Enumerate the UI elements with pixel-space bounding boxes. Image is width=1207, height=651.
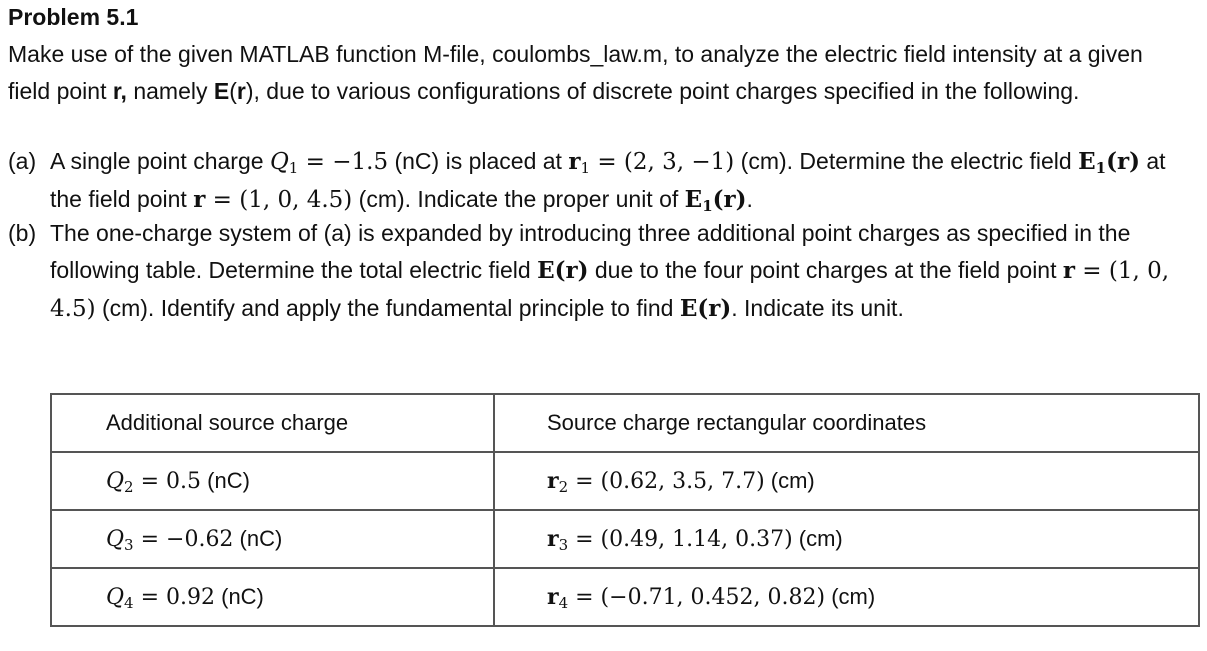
field-point-value-b: = (1, 0, 4.5) — [50, 258, 1170, 322]
intro-text-2: namely — [126, 78, 214, 104]
total-field-symbol-2: E(r) — [679, 295, 732, 322]
charge-value: = 0.5 — [133, 469, 202, 494]
field-e1-subscript: 1 — [1095, 159, 1107, 177]
intro-text-1: Make use of the given MATLAB function M-file, coulombs_law.m, to analyze the electric field intensity at a given field point — [8, 41, 1143, 104]
part-b-text-2: due to the four point charges at the field point — [588, 257, 1063, 283]
charge-cell — [51, 568, 494, 626]
part-a-text-6: . — [746, 186, 753, 212]
intro-text-3: ), due to various configurations of discrete point charges specified in the following. — [245, 78, 1080, 104]
charge-symbol: Q — [106, 527, 125, 552]
table-row — [51, 510, 1199, 568]
problem-intro — [8, 36, 1188, 110]
position-subscript: 2 — [558, 478, 569, 496]
header-coordinates: Source charge rectangular coordinates — [494, 394, 1199, 452]
position-symbol: r — [547, 584, 559, 610]
part-b-text-3: (cm). Identify and apply the fundamental principle to find — [95, 295, 680, 321]
charge-symbol: Q — [106, 469, 125, 494]
coordinates-cell — [494, 510, 1199, 568]
table-row — [51, 452, 1199, 510]
position-unit: (cm) — [764, 468, 815, 493]
charge-subscript: 1 — [288, 159, 299, 177]
position-value: = (0.62, 3.5, 7.7) — [568, 469, 765, 494]
charge-symbol: Q — [106, 585, 125, 610]
position-unit: (cm) — [825, 584, 876, 609]
field-e1-arg: (r) — [1106, 148, 1140, 175]
charge-cell — [51, 452, 494, 510]
charge-unit: (nC) — [215, 584, 264, 609]
charge-value: = 0.92 — [133, 585, 215, 610]
header-charge: Additional source charge — [51, 394, 494, 452]
total-field-symbol: E(r) — [537, 257, 589, 284]
intro-paren: ( — [229, 78, 237, 104]
position-subscript: 3 — [558, 536, 569, 554]
part-a-text — [50, 143, 1188, 219]
field-e1-symbol: E — [1078, 148, 1096, 175]
field-point-symbol: r, — [112, 78, 127, 104]
position-unit: (cm) — [792, 526, 843, 551]
part-a — [8, 143, 1188, 219]
field-e1-symbol-2: E — [684, 186, 703, 213]
part-b-text-4: . Indicate its unit. — [731, 295, 904, 321]
part-a-text-1: A single point charge — [50, 148, 270, 174]
charge-subscript: 3 — [124, 536, 134, 554]
part-a-text-3: (cm). Determine the electric field — [734, 148, 1079, 174]
problem-title: Problem 5.1 — [8, 4, 139, 30]
field-point-symbol-a: r — [193, 186, 206, 213]
charge-unit: (nC) — [201, 468, 250, 493]
charge-cell — [51, 510, 494, 568]
part-b-label: (b) — [8, 220, 37, 246]
part-a-label: (a) — [8, 148, 37, 174]
position-symbol: r — [568, 148, 581, 175]
coordinates-cell — [494, 568, 1199, 626]
charges-table — [50, 393, 1200, 627]
charge-symbol: Q — [269, 149, 289, 175]
part-a-text-5: (cm). Indicate the proper unit of — [352, 186, 685, 212]
charge-subscript: 4 — [124, 594, 134, 612]
part-b — [8, 215, 1188, 328]
position-value: = (0.49, 1.14, 0.37) — [568, 527, 793, 552]
charge-unit: (nC) — [233, 526, 283, 551]
part-a-text-4: at the field point — [50, 148, 1166, 212]
position-value: = (−0.71, 0.452, 0.82) — [568, 585, 826, 610]
field-arg-symbol: r — [236, 78, 246, 104]
part-a-text-2: (nC) is placed at — [388, 148, 569, 174]
position-value: = (2, 3, −1) — [590, 149, 735, 175]
coordinates-cell — [494, 452, 1199, 510]
field-e1-arg-2: (r) — [712, 186, 747, 213]
part-b-text — [50, 215, 1188, 328]
charge-subscript: 2 — [124, 478, 134, 496]
part-b-text-1: The one-charge system of (a) is expanded by introducing three additional point charges as specified in the following table. Determine the total electric field — [50, 220, 1131, 283]
table-row — [51, 568, 1199, 626]
table-header-row — [51, 394, 1199, 452]
position-subscript: 1 — [580, 159, 591, 177]
charge-value: = −1.5 — [298, 149, 389, 175]
field-symbol: E — [213, 78, 230, 104]
field-point-symbol-b: r — [1062, 257, 1075, 284]
position-symbol: r — [547, 468, 559, 494]
charge-value: = −0.62 — [133, 527, 234, 552]
field-point-value-a: = (1, 0, 4.5) — [205, 187, 353, 213]
field-e1-subscript-2: 1 — [702, 197, 713, 215]
position-symbol: r — [547, 526, 559, 552]
position-subscript: 4 — [558, 594, 569, 612]
